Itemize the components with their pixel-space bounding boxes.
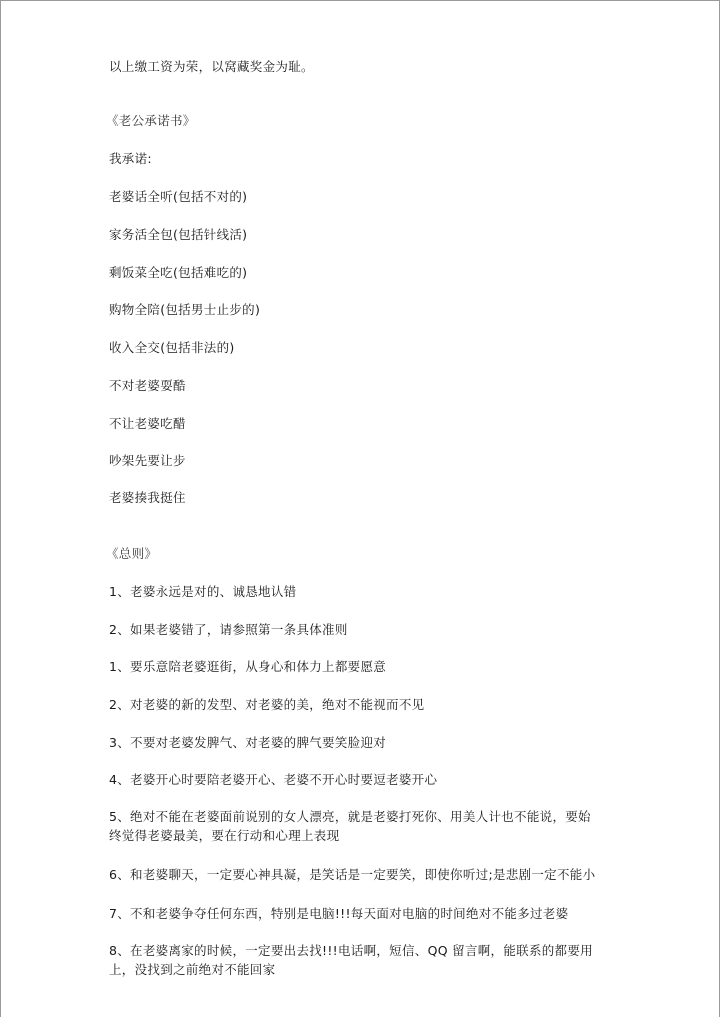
rule-item: 2、对老婆的新的发型、对老婆的美，绝对不能视而不见 [109,697,425,712]
rule-item: 4、老婆开心时要陪老婆开心、老婆不开心时要逗老婆开心 [109,772,438,787]
promise-item: 剩饭菜全吃(包括难吃的) [109,265,248,280]
rule-item: 5、绝对不能在老婆面前说别的女人漂亮，就是老婆打死你、用美人计也不能说，要始终觉得老婆最美，要在行动和心理上表现 [109,809,591,843]
promise-item: 家务活全包(包括针线活) [109,227,248,242]
promise-item: 收入全交(包括非法的) [109,340,235,355]
promise-item: 老婆话全听(包括不对的) [109,189,248,204]
promise-item: 吵架先要让步 [109,453,186,468]
rule-item: 3、不要对老婆发脾气、对老婆的脾气要笑脸迎对 [109,735,387,750]
rule-item: 6、和老婆聊天，一定要心神具凝，是笑话是一定要笑，即使你听过;是悲剧一定不能小 [109,867,596,882]
rule-item: 1、老婆永远是对的、诚恳地认错 [109,584,297,599]
rule-item: 2、如果老婆错了，请参照第一条具体准则 [109,622,348,637]
promise-item: 不对老婆耍酷 [109,378,186,393]
rules-title: 《总则》 [106,546,158,561]
promise-item: 不让老婆吃醋 [109,416,186,431]
rule-item: 1、要乐意陪老婆逛街，从身心和体力上都要愿意 [109,659,387,674]
rule-item: 8、在老婆离家的时候，一定要出去找!!!电话啊，短信、QQ 留言啊，能联系的都要用上，没找到之前绝对不能回家 [109,943,593,977]
promise-title: 《老公承诺书》 [106,113,196,128]
promise-item: 购物全陪(包括男士止步的) [109,302,261,317]
promise-lead: 我承诺: [109,151,152,166]
rule-item: 7、不和老婆争夺任何东西，特别是电脑!!!每天面对电脑的时间绝对不能多过老婆 [109,906,569,921]
intro-line: 以上缴工资为荣，以窝藏奖金为耻。 [109,59,314,74]
promise-item: 老婆揍我挺住 [109,490,186,505]
